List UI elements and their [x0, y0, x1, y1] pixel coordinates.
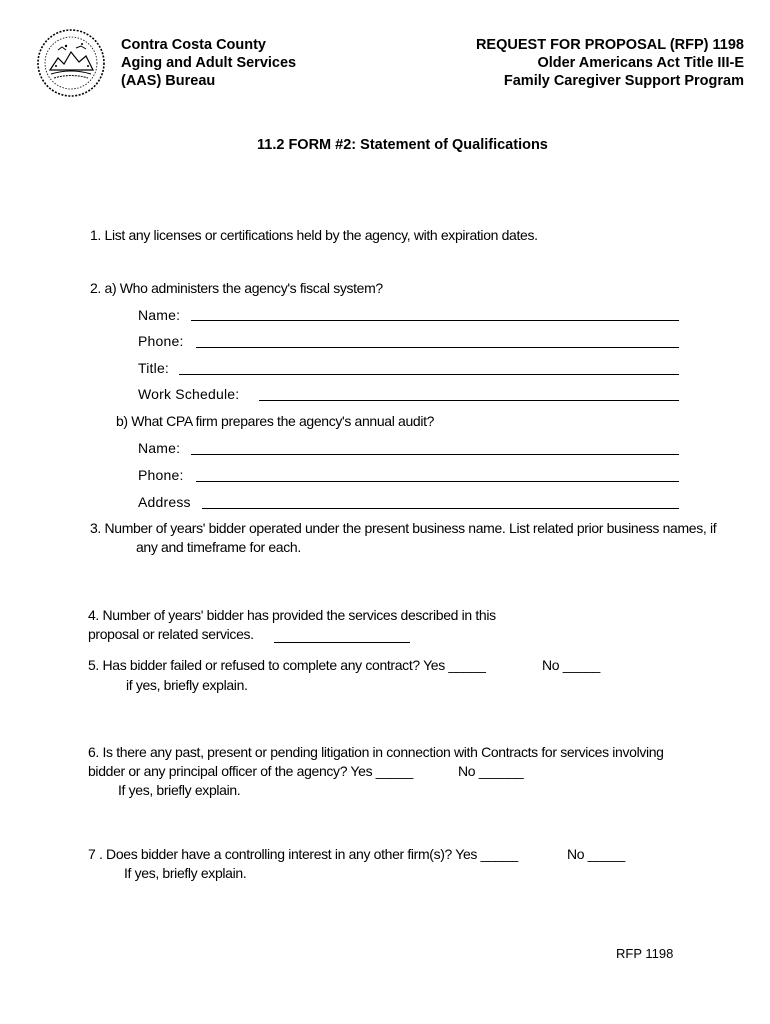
header-org-line-2: Aging and Adult Services	[121, 55, 297, 71]
header-org-line-3: (AAS) Bureau	[121, 73, 216, 89]
years-services-field[interactable]	[274, 642, 410, 643]
fiscal-phone-label: Phone:	[138, 333, 184, 349]
county-seal-icon	[36, 28, 106, 98]
fiscal-name-label: Name:	[138, 307, 181, 323]
question-2b: b) What CPA firm prepares the agency's annual audit?	[116, 413, 435, 429]
fiscal-title-label: Title:	[138, 360, 170, 376]
page-footer: RFP 1198	[616, 946, 674, 961]
question-5-line-2: if yes, briefly explain.	[126, 677, 248, 693]
question-7-line-2: If yes, briefly explain.	[124, 865, 247, 881]
fiscal-schedule-field[interactable]	[259, 400, 679, 401]
question-3-line-1: 3. Number of years' bidder operated under the present business name. List related prior business names, if	[90, 520, 717, 536]
question-3-line-2: any and timeframe for each.	[136, 539, 301, 555]
question-5-line-1: 5. Has bidder failed or refused to complete any contract? Yes _____	[88, 657, 486, 673]
question-4-line-1: 4. Number of years' bidder has provided the services described in this	[88, 607, 496, 623]
cpa-phone-label: Phone:	[138, 467, 184, 483]
header-rfp-line-2: Older Americans Act Title III-E	[537, 55, 744, 71]
cpa-phone-field[interactable]	[196, 481, 679, 482]
question-6-line-2: bidder or any principal officer of the agency? Yes _____	[88, 763, 413, 779]
question-6-no: No ______	[458, 763, 524, 779]
question-6-line-1: 6. Is there any past, present or pending litigation in connection with Contracts for services involving	[88, 744, 664, 760]
cpa-address-label: Address	[138, 494, 191, 510]
question-6-line-3: If yes, briefly explain.	[118, 782, 241, 798]
question-7-line-1: 7 . Does bidder have a controlling interest in any other firm(s)? Yes _____	[88, 846, 518, 862]
page-title: 11.2 FORM #2: Statement of Qualifications	[257, 137, 548, 153]
question-1: 1. List any licenses or certifications held by the agency, with expiration dates.	[90, 227, 538, 243]
question-7-no: No _____	[567, 846, 625, 862]
question-4-line-2: proposal or related services.	[88, 626, 254, 642]
cpa-address-field[interactable]	[202, 508, 679, 509]
fiscal-schedule-label: Work Schedule:	[138, 386, 240, 402]
cpa-name-label: Name:	[138, 440, 181, 456]
header-rfp-line-1: REQUEST FOR PROPOSAL (RFP) 1198	[475, 37, 744, 53]
question-5-no: No _____	[542, 657, 600, 673]
cpa-name-field[interactable]	[191, 454, 679, 455]
fiscal-name-field[interactable]	[191, 320, 679, 321]
question-2a: 2. a) Who administers the agency's fiscal system?	[90, 280, 383, 296]
header-org-line-1: Contra Costa County	[121, 37, 266, 53]
header-rfp-line-3: Family Caregiver Support Program	[503, 73, 744, 89]
fiscal-phone-field[interactable]	[196, 347, 679, 348]
fiscal-title-field[interactable]	[179, 374, 679, 375]
